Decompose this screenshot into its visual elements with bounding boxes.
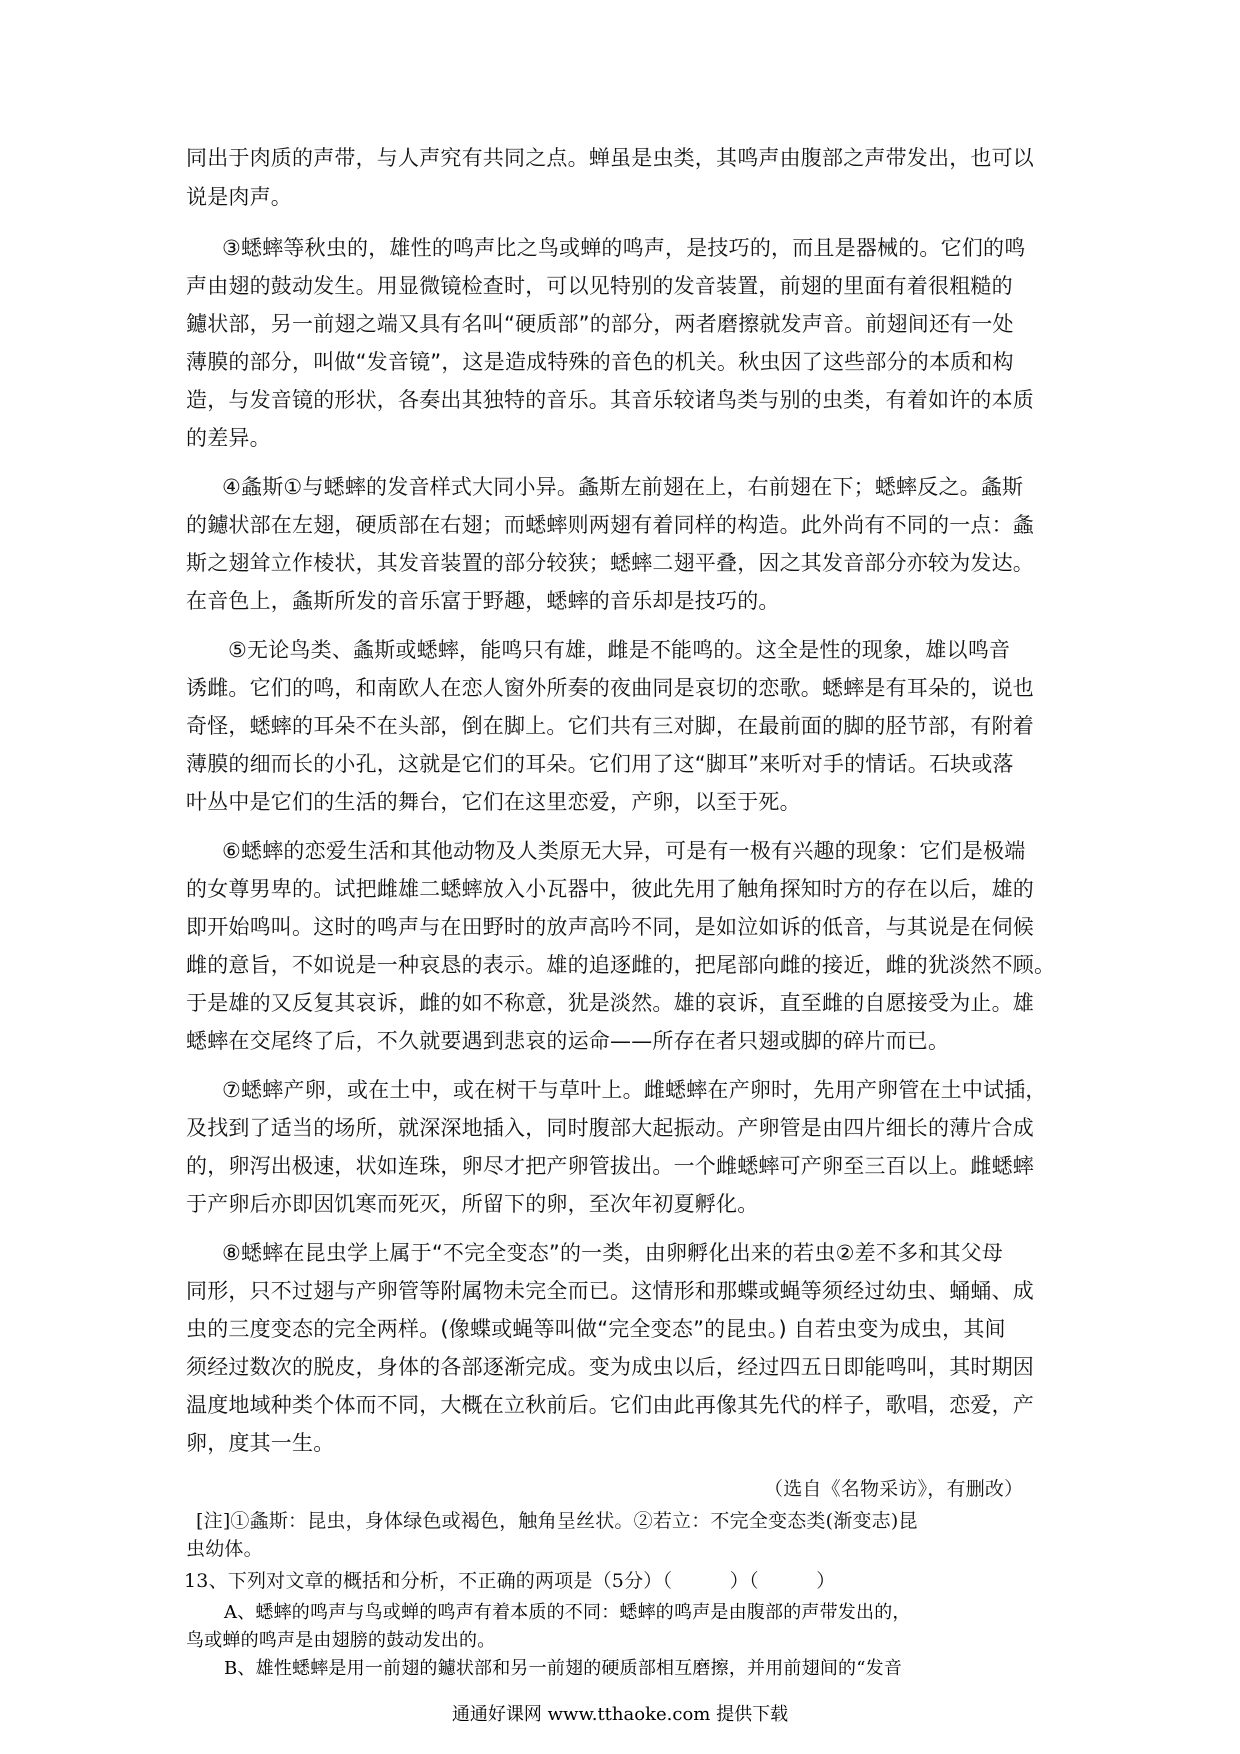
text-line: 在音色上，螽斯所发的音乐富于野趣，蟋蟀的音乐却是技巧的。 bbox=[186, 589, 780, 613]
text-line: 鑢状部，另一前翅之端又具有名叫“硬质部”的部分，两者磨擦就发声音。前翅间还有一处 bbox=[186, 312, 1014, 336]
text-line: 诱雌。它们的鸣，和南欧人在恋人窗外所奏的夜曲同是哀切的恋歌。蟋蟀是有耳朵的，说也 bbox=[186, 676, 1034, 700]
paragraph-8-start: ⑧蟋蟀在昆虫学上属于“不完全变态”的一类，由卵孵化出来的若虫②差不多和其父母 bbox=[222, 1241, 1004, 1265]
paragraph-3-start: ③蟋蟀等秋虫的，雄性的鸣声比之鸟或蝉的鸣声，是技巧的，而且是器械的。它们的鸣 bbox=[222, 236, 1026, 260]
text-line: 同形，只不过翅与产卵管等附属物未完全而已。这情形和那蝶或蝇等须经过幼虫、蛹蛹、成 bbox=[186, 1279, 1034, 1303]
text-line: 卵，度其一生。 bbox=[186, 1431, 335, 1455]
text-line: 即开始鸣叫。这时的鸣声与在田野时的放声高吟不同，是如泣如诉的低音，与其说是在伺候 bbox=[186, 915, 1034, 939]
option-a-cont: 鸟或蝉的鸣声是由翅膀的鼓动发出的。 bbox=[186, 1630, 496, 1651]
text-line: 说是肉声。 bbox=[186, 185, 292, 209]
text-line: 的差异。 bbox=[186, 426, 271, 450]
text-line: 于是雄的又反复其哀诉，雌的如不称意，犹是淡然。雄的哀诉，直至雌的自愿接受为止。雄 bbox=[186, 991, 1034, 1015]
text-line: 叶丛中是它们的生活的舞台，它们在这里恋爱，产卵，以至于死。 bbox=[186, 790, 801, 814]
text-line: 须经过数次的脱皮，身体的各部逐渐完成。变为成虫以后，经过四五日即能鸣叫，其时期因 bbox=[186, 1355, 1034, 1379]
footnote: [注]①螽斯：昆虫，身体绿色或褐色，触角呈丝状。②若立：不完全变态类(渐变志)昆 bbox=[196, 1510, 918, 1532]
paragraph-6-start: ⑥蟋蟀的恋爱生活和其他动物及人类原无大异，可是有一极有兴趣的现象：它们是极端 bbox=[222, 839, 1026, 863]
text-line: 同出于肉质的声带，与人声究有共同之点。蝉虽是虫类，其鸣声由腹部之声带发出，也可以 bbox=[186, 146, 1034, 170]
text-line: 及找到了适当的场所，就深深地插入，同时腹部大起振动。产卵管是由四片细长的薄片合成 bbox=[186, 1116, 1034, 1140]
option-a: A、蟋蟀的鸣声与鸟或蝉的鸣声有着本质的不同：蟋蟀的鸣声是由腹部的声带发出的， bbox=[224, 1602, 911, 1623]
page-footer: 通通好课网 www.tthaoke.com 提供下载 bbox=[451, 1704, 789, 1725]
text-line: 于产卵后亦即因饥寒而死灭，所留下的卵，至次年初夏孵化。 bbox=[186, 1192, 759, 1216]
text-line: 薄膜的部分，叫做“发音镜”，这是造成特殊的音色的机关。秋虫因了这些部分的本质和构 bbox=[186, 350, 1014, 374]
text-line: 的，卵泻出极速，状如连珠，卵尽才把产卵管拔出。一个雌蟋蟀可产卵至三百以上。雌蟋蟀 bbox=[186, 1154, 1034, 1178]
text-line: 奇怪，蟋蟀的耳朵不在头部，倒在脚上。它们共有三对脚，在最前面的脚的胫节部，有附着 bbox=[186, 714, 1034, 738]
text-line: 的鑢状部在左翅，硬质部在右翅；而蟋蟀则两翅有着同样的构造。此外尚有不同的一点：螽 bbox=[186, 513, 1034, 537]
text-line: 虫的三度变态的完全两样。(像蝶或蝇等叫做“完全变态”的昆虫。) 自若虫变为成虫，其间 bbox=[186, 1317, 1006, 1341]
source-citation: （选自《名物采访》，有删改） bbox=[764, 1478, 1024, 1500]
text-line: 蟋蟀在交尾终了后，不久就要遇到悲哀的运命——所存在者只翅或脚的碎片而已。 bbox=[186, 1029, 950, 1053]
footnote: 虫幼体。 bbox=[186, 1538, 263, 1560]
question-13: 13、下列对文章的概括和分析，不正确的两项是（5分）（ ）（ ） bbox=[184, 1570, 836, 1592]
paragraph-4-start: ④螽斯①与蟋蟀的发音样式大同小异。螽斯左前翅在上，右前翅在下；蟋蟀反之。螽斯 bbox=[222, 475, 1024, 499]
paragraph-5-start: ⑤无论鸟类、螽斯或蟋蟀，能鸣只有雄，雌是不能鸣的。这全是性的现象，雄以鸣音 bbox=[228, 638, 1011, 662]
text-line: 温度地域种类个体而不同，大概在立秋前后。它们由此再像其先代的样子，歌唱，恋爱，产 bbox=[186, 1393, 1034, 1417]
text-line: 的女尊男卑的。试把雌雄二蟋蟀放入小瓦器中，彼此先用了触角探知时方的存在以后，雄的 bbox=[186, 877, 1034, 901]
text-line: 造，与发音镜的形状，各奏出其独特的音乐。其音乐较诸鸟类与别的虫类，有着如许的本质 bbox=[186, 388, 1034, 412]
text-line: 斯之翅耸立作棱状，其发音装置的部分较狭；蟋蟀二翅平叠，因之其发音部分亦较为发达。 bbox=[186, 551, 1034, 575]
text-line: 薄膜的细而长的小孔，这就是它们的耳朵。它们用了这“脚耳”来听对手的情话。石块或落 bbox=[186, 752, 1014, 776]
text-line: 声由翅的鼓动发生。用显微镜检查时，可以见特别的发音装置，前翅的里面有着很粗糙的 bbox=[186, 274, 1013, 298]
option-b: B、雄性蟋蟀是用一前翅的鑢状部和另一前翅的硬质部相互磨擦，并用前翅间的“发音 bbox=[224, 1658, 903, 1679]
paragraph-7-start: ⑦蟋蟀产卵，或在土中，或在树干与草叶上。雌蟋蟀在产卵时，先用产卵管在土中试插， bbox=[222, 1078, 1047, 1102]
text-line: 雌的意旨，不如说是一种哀恳的表示。雄的追逐雌的，把尾部向雌的接近，雌的犹淡然不顾。 bbox=[186, 953, 1056, 977]
